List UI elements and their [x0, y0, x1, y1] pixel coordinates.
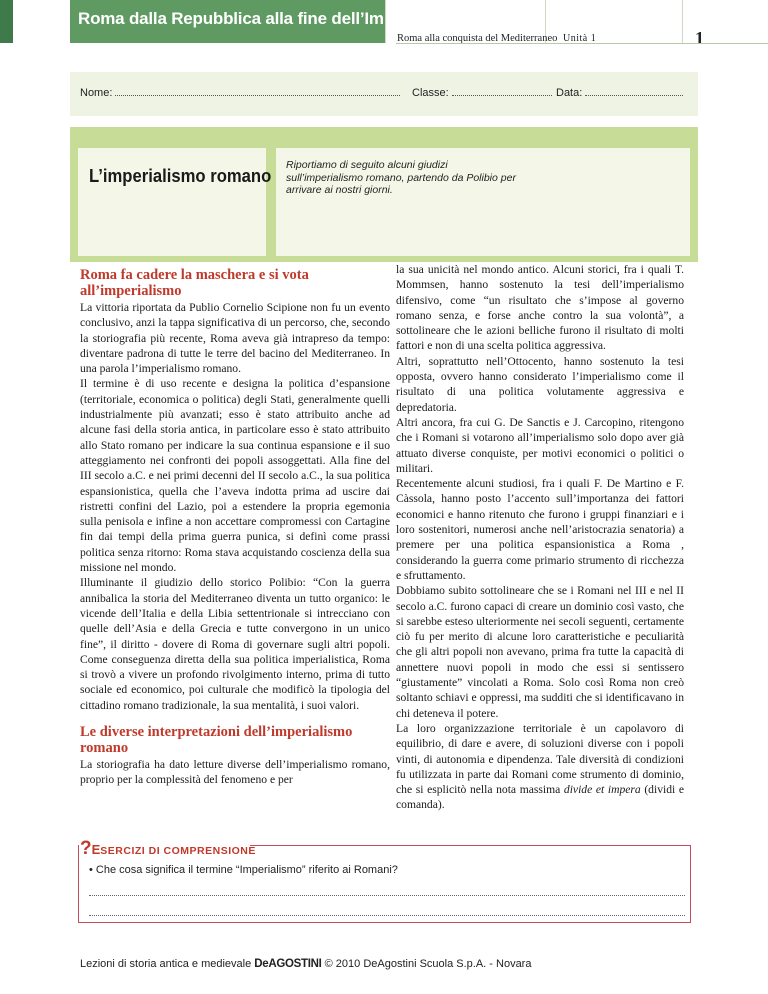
exercises-heading	[80, 838, 256, 860]
date-field[interactable]	[556, 86, 683, 99]
exercise-question: • Che cosa significa il termine “Imperialismo” riferito ai Romani?	[89, 864, 398, 876]
header-accent-bar	[0, 0, 13, 43]
subheading-1: Roma fa cadere la maschera e si vota all’imperialismo	[80, 267, 309, 299]
left-column-continued	[80, 757, 390, 788]
right-column	[396, 262, 684, 813]
paragraph: Altri, soprattutto nell’Ottocento, hanno sostenuto la tesi opposta, ovvero hanno considerato l’imperialismo come il risultato di una politica volutamente aggressiva e depredatoria.	[396, 354, 684, 414]
unit-label: Unità 1	[563, 33, 597, 44]
paragraph-text: La loro organizzazione territoriale è un capolavoro di equilibrio, di dare e avere, di soluzioni diverse con i popoli vinti, di autonomia e dipendenza. Tale diversità di condizioni fu utilizzata in parte dai Romani come strumento di dominio, che si esplicitò nella nota massima	[396, 721, 684, 797]
footer-copyright: © 2010 DeAgostini Scuola S.p.A. - Novara	[324, 958, 532, 970]
paragraph-text: (dividi e comanda).	[396, 783, 685, 812]
date-label: Data:	[556, 87, 583, 99]
class-line[interactable]	[452, 86, 552, 96]
footer-series: Lezioni di storia antica e medievale	[80, 958, 252, 970]
page-number: 1	[695, 28, 704, 48]
page-footer	[80, 958, 531, 970]
date-line[interactable]	[585, 86, 683, 96]
class-field[interactable]	[412, 86, 552, 99]
answer-line[interactable]	[89, 895, 685, 896]
name-line[interactable]	[115, 86, 400, 96]
exercises-initial: E	[91, 842, 101, 857]
header-divider	[385, 0, 386, 43]
name-label: Nome:	[80, 87, 113, 99]
question-mark-icon: ?	[80, 838, 92, 859]
paragraph: La vittoria riportata da Publio Cornelio Scipione non fu un evento conclusivo, anzi la tappa significativa di un percorso, che, secondo la storiografia più recente, Roma aveva già intrapreso da tempo: diventare padrona di tutte le terre del bacino del Mediterraneo. In una parola l’imperialismo romano.	[80, 301, 390, 376]
exercises-label: SERCIZI DI COMPRENSIONE	[100, 845, 256, 857]
section-title: L’imperialismo romano	[89, 165, 272, 186]
paragraph: Il termine è di uso recente e designa la politica d’espansione (territoriale, economica o politica) degli Stati, generalmente quelli industrialmente più avanzati; esso è stato attribuito anche ad alcune fasi della storia antica, in particolare esso è stato attribuito allo Stato romano per indicare la sua continua espansione e il suo atteggiamento nei confronti dei popoli assoggettati. Alla fine del III secolo a.C. e nei primi decenni del II secolo a.C., la sua politica espansionistica, quella che l’aveva indotta prima ad uscire dai ristretti confini del Lazio, poi a estendere la propria egemonia sulla penisola e infine a non accettare compromessi con Cartagine fin dai tempi della prima guerra punica, si definì come prassi politica senza ritorno: Roma stava acquistando coscienza della sua missione nel mondo.	[80, 377, 390, 575]
paragraph: La storiografia ha dato letture diverse dell’imperialismo romano, proprio per la complessità del fenomeno e per	[80, 758, 390, 787]
header-divider	[682, 0, 683, 43]
header-rule	[396, 43, 768, 44]
header-title-box	[70, 0, 420, 43]
book-title: Roma dalla Repubblica alla fine dell’Impero	[78, 9, 420, 28]
subheading-2: Le diverse interpretazioni dell’imperialismo romano	[80, 724, 353, 756]
name-field[interactable]	[80, 86, 400, 99]
exercise-box-top-border	[250, 845, 691, 846]
paragraph: Altri ancora, fra cui G. De Sanctis e J. Carcopino, ritengono che i Romani si votarono all’imperialismo solo dopo aver già attuato diverse conquiste, per motivi economici o politici o militari.	[396, 415, 684, 475]
latin-maxim: divide et impera	[563, 783, 641, 797]
section-intro: Riportiamo di seguito alcuni giudizi sull’imperialismo romano, partendo da Polibio per arrivare ai nostri giorni.	[286, 159, 516, 196]
paragraph: Recentemente alcuni studiosi, fra i quali F. De Martino e F. Càssola, hanno posto l’accento sull’importanza dei fattori economici e hanno ritenuto che furono i gruppi finanziari e i loro sostenitori, numerosi anche nell’aristocrazia senatoria) a premere per una politica espansionistica a Roma , considerando la guerra come primario strumento di ricchezza e sfruttamento.	[396, 477, 684, 582]
paragraph: Dobbiamo subito sottolineare che se i Romani nel III e nel II secolo a.C. furono capaci di creare un dominio così vasto, che si sarebbe esteso ulteriormente nei secoli seguenti, certamente ciò fu per merito di alcune loro caratteristiche e peculiarità che gli altri popoli non avevano, prima fra tutte la capacità di annettere nuovi popoli in modo che essi si sentissero “giustamente” vincolati a Roma. Solo così Roma non creò soltanto schiavi e oppressi, ma sudditi che si identificavano in chi deteneva il potere.	[396, 584, 684, 720]
answer-line[interactable]	[89, 915, 685, 916]
class-label: Classe:	[412, 87, 449, 99]
publisher-logo: DeAGOSTINI	[254, 958, 322, 970]
left-column	[80, 300, 390, 713]
paragraph: Illuminante il giudizio dello storico Polibio: “Con la guerra annibalica la storia del Mediterraneo diventa un tutto organico: le vicende dell’Italia e della Libia settentrionale si intrecciano con quelle dell’Asia e della Grecia e tutte convergono in un unico fine”, il diritto - dovere di Roma di governare sugli altri popoli. Come conseguenza diretta della sua politica imperialistica, Roma si trovò a vivere un profondo rivolgimento interno, prima di tutto sociale ed economico, poi culturale che modificò la tipologia del cittadino romano tradizionale, la sua mentalità, i suoi valori.	[80, 576, 390, 712]
chapter-title: Roma alla conquista del Mediterraneo	[397, 33, 558, 44]
page-header	[0, 0, 768, 48]
paragraph: la sua unicità nel mondo antico. Alcuni storici, fra i quali T. Mommsen, hanno sostenuto la tesi dell’imperialismo difensivo, come “un risultato che s’impose al governo romano senza, e forse anche contro la sua volontà”, a sottolineare che le azioni belliche furono il risultato di molti fattori e non di una scelta politica aggressiva.	[396, 263, 684, 353]
paragraph	[396, 721, 684, 813]
